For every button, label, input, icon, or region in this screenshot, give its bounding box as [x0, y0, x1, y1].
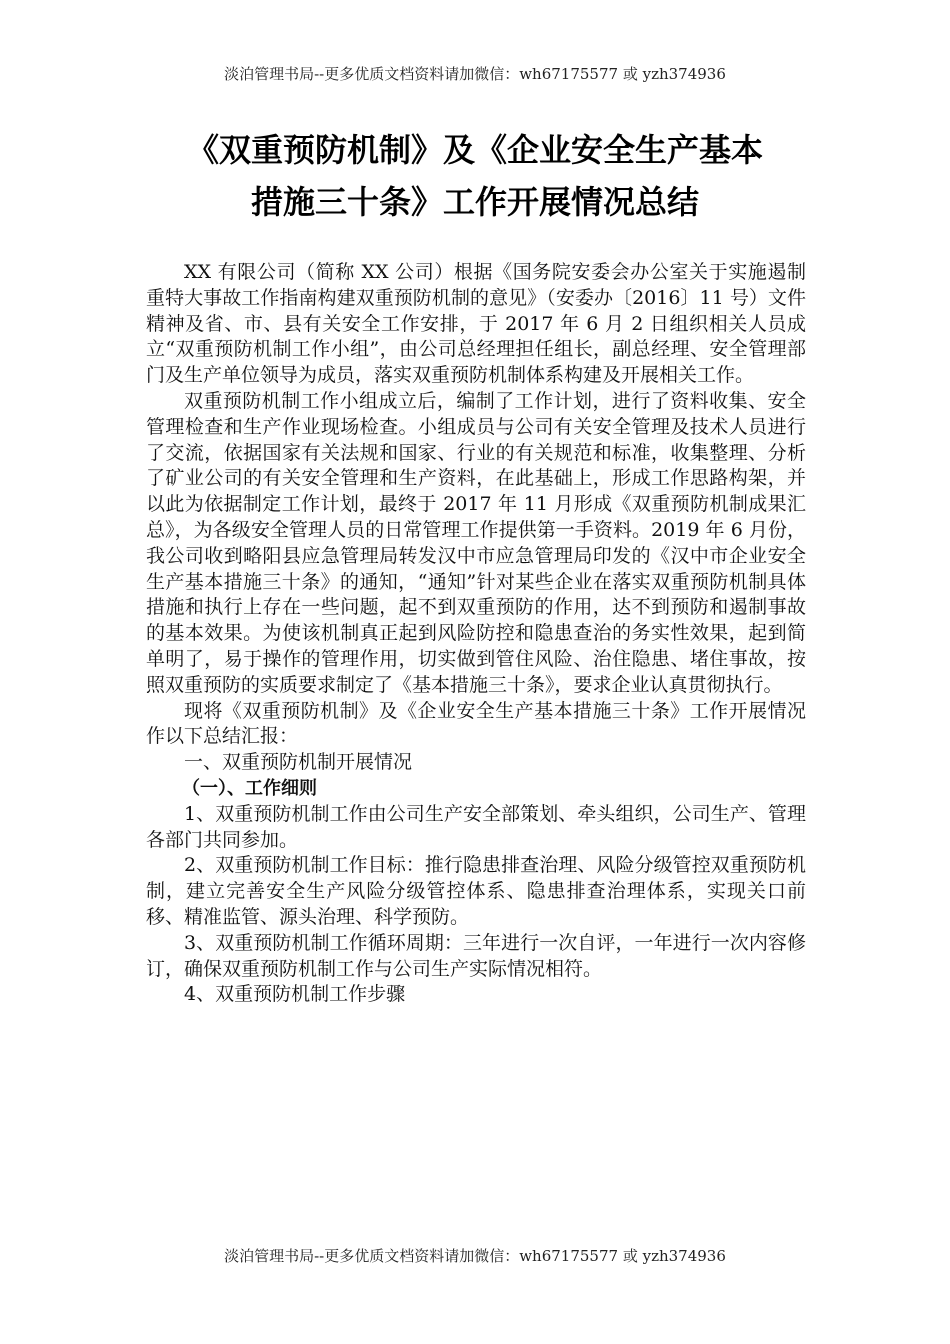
page-header: 淡泊管理书局--更多优质文档资料请加微信：wh67175577 或 yzh374936 [224, 65, 726, 83]
document-title [90, 124, 860, 228]
document-title-line-1: 《双重预防机制》及《企业安全生产基本 [186, 131, 763, 169]
document-title-line-2: 措施三十条》工作开展情况总结 [250, 183, 699, 221]
subsection-heading-1: （一）、工作细则 [182, 777, 317, 799]
list-item: 4、双重预防机制工作步骤 [184, 983, 406, 1006]
body-paragraph-summary-lead: 现将《双重预防机制》及《企业安全生产基本措施三十条》工作开展情况作以下总结汇报： [146, 699, 806, 748]
list-item: 2、双重预防机制工作目标：推行隐患排查治理、风险分级管控双重预防机制，建立完善安全生产风险分级管控体系、隐患排查治理体系，实现关口前移、精准监管、源头治理、科学预防。 [146, 854, 806, 928]
body-paragraph-intro: XX 有限公司（简称 XX 公司）根据《国务院安委会办公室关于实施遏制重特大事故工作指南构建双重预防机制的意见》（安委办〔2016〕11 号）文件精神及省、市、县有关安全工作安排，于 2017 年 6 月 2 日组织相关人员成立“双重预防机制工作小组”，由公司总经理担任组长，副总经理、安全管理部门及生产单位领导为成员，落实双重预防机制体系构建及开展相关工作。 [146, 261, 806, 387]
page-footer: 淡泊管理书局--更多优质文档资料请加微信：wh67175577 或 yzh374936 [224, 1247, 726, 1265]
list-item: 3、双重预防机制工作循环周期：三年进行一次自评，一年进行一次内容修订，确保双重预防机制工作与公司生产实际情况相符。 [146, 931, 806, 980]
document-body [146, 260, 806, 1008]
list-item: 1、双重预防机制工作由公司生产安全部策划、牵头组织，公司生产、管理各部门共同参加。 [146, 802, 806, 851]
body-paragraph-work-group: 双重预防机制工作小组成立后，编制了工作计划，进行了资料收集、安全管理检查和生产作业现场检查。小组成员与公司有关安全管理及技术人员进行了交流，依据国家有关法规和国家、行业的有关规范和标准，收集整理、分析了矿业公司的有关安全管理和生产资料，在此基础上，形成工作思路构架，并以此为依据制定工作计划，最终于 2017 年 11 月形成《双重预防机制成果汇总》，为各级安全管理人员的日常管理工作提供第一手资料。2019 年 6 月份，我公司收到略阳县应急管理局转发汉中市应急管理局印发的《汉中市企业安全生产基本措施三十条》的通知，“通知”针对某些企业在落实双重预防机制具体措施和执行上存在一些问题，起不到双重预防的作用，达不到预防和遏制事故的基本效果。为使该机制真正起到风险防控和隐患查治的务实性效果，起到简单明了，易于操作的管理作用，切实做到管住风险、治住隐患、堵住事故，按照双重预防的实质要求制定了《基本措施三十条》，要求企业认真贯彻执行。 [146, 389, 806, 696]
section-heading-1: 一、双重预防机制开展情况 [184, 751, 413, 774]
